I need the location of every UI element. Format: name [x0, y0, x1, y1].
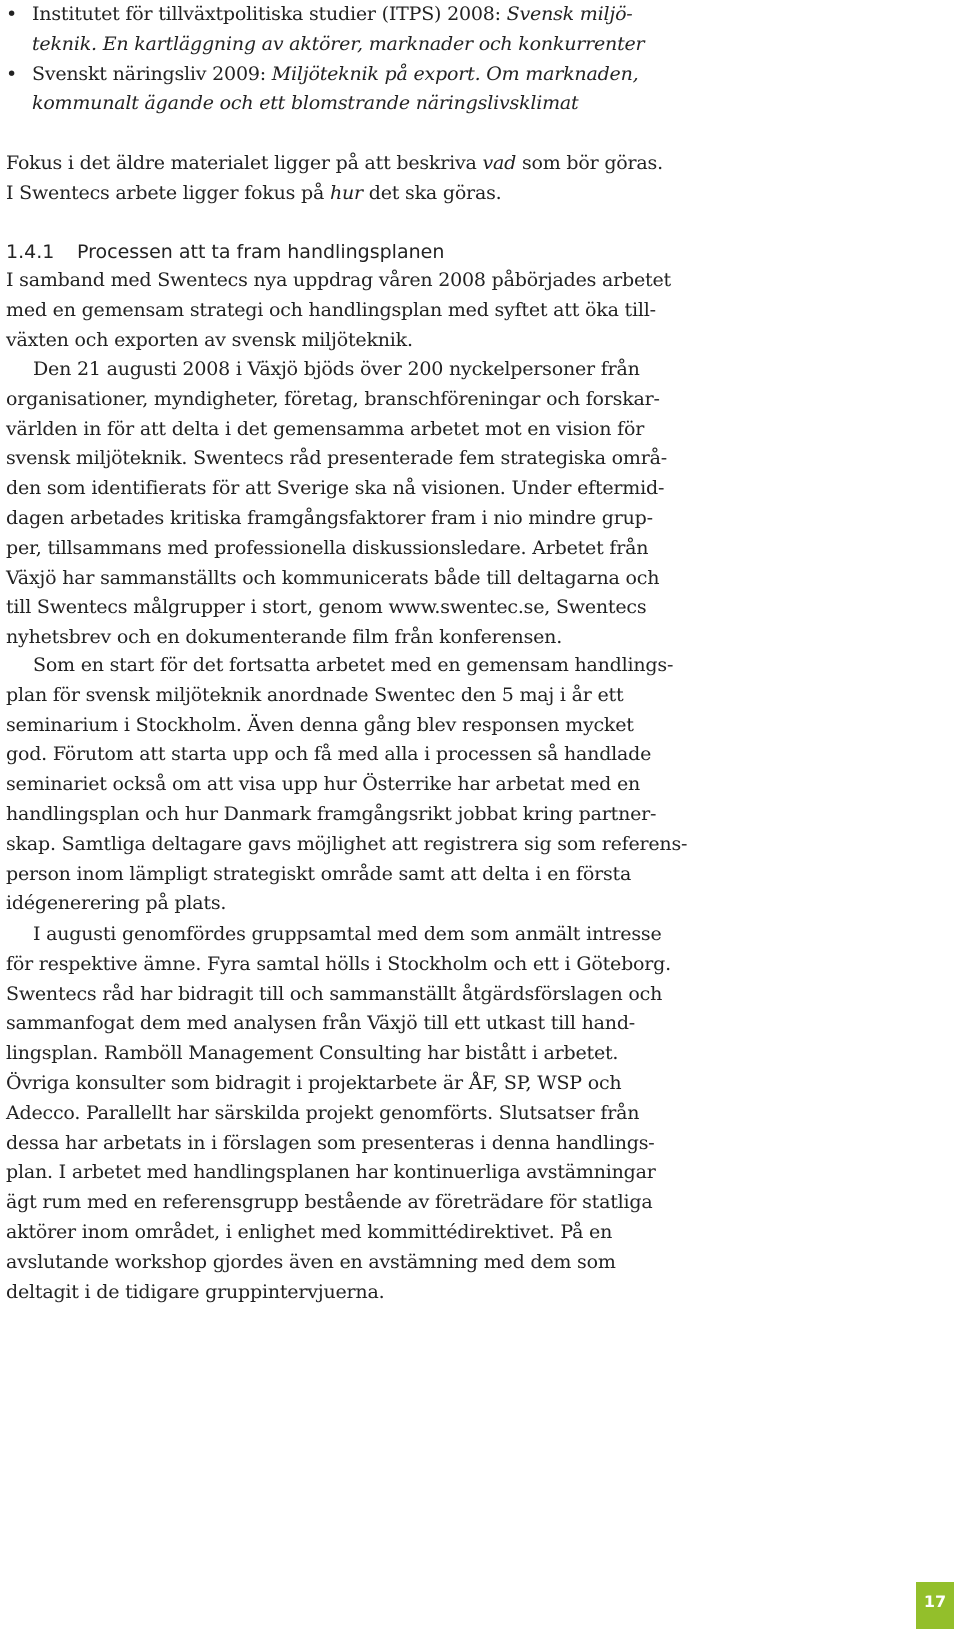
paragraph-1: [6, 266, 946, 355]
paragraph-3: [6, 651, 946, 919]
section-heading: [6, 237, 946, 267]
text-line: Växjö har sammanställts och kommunicerats både till deltagarna och: [6, 566, 660, 589]
text-line: plan. I arbetet med handlingsplanen har kontinuerliga avstämningar: [6, 1161, 656, 1184]
text-line: I samband med Swentecs nya uppdrag våren 2008 påbörjades arbetet: [6, 269, 671, 291]
text-line: aktörer inom området, i enlighet med kommittédirektivet. På en: [6, 1220, 613, 1243]
bullet-icon: •: [6, 3, 18, 25]
text-line: Adecco. Parallellt har särskilda projekt genomförts. Slutsatser från: [6, 1101, 640, 1124]
bullet-icon: •: [6, 62, 18, 85]
text-line: per, tillsammans med professionella diskussionsledare. Arbetet från: [6, 536, 649, 559]
text-line: god. Förutom att starta upp och få med alla i processen så handlade: [6, 743, 652, 766]
text-line: Den 21 augusti 2008 i Växjö bjöds över 200 nyckelpersoner från: [33, 358, 640, 380]
text-line: seminarium i Stockholm. Även denna gång blev responsen mycket: [6, 713, 634, 736]
text-line: Swentecs råd har bidragit till och sammanställt åtgärdsförslagen och: [6, 982, 663, 1005]
text-line: ägt rum med en referensgrupp bestående av företrädare för statliga: [6, 1191, 653, 1214]
text-line: organisationer, myndigheter, företag, branschföreningar och forskar-: [6, 387, 660, 410]
text-line: plan för svensk miljöteknik anordnade Swentec den 5 maj i år ett: [6, 683, 624, 706]
paragraph-2: [6, 355, 946, 653]
text-line: deltagit i de tidigare gruppintervjuerna.: [6, 1280, 385, 1303]
text-line: nyhetsbrev och en dokumenterande film från konferensen.: [6, 626, 563, 649]
text-line: avslutande workshop gjordes även en avstämning med dem som: [6, 1250, 616, 1273]
section-title: Processen att ta fram handlingsplanen: [77, 241, 445, 263]
page-number-badge: [916, 1582, 954, 1629]
text-line: den som identifierats för att Sverige ska nå visionen. Under eftermid-: [6, 477, 665, 500]
section-number: 1.4.1: [6, 241, 55, 263]
text-line: sammanfogat dem med analysen från Växjö till ett utkast till hand-: [6, 1012, 636, 1035]
text-line: dagen arbetades kritiska framgångsfaktorer fram i nio mindre grup-: [6, 506, 653, 529]
page-number: 17: [923, 1592, 947, 1611]
text-line: med en gemensam strategi och handlingsplan med syftet att öka till-: [6, 298, 656, 321]
text-line: Som en start för det fortsatta arbetet med en gemensam handlings-: [33, 654, 674, 676]
text-line: dessa har arbetats in i förslagen som presenteras i denna handlings-: [6, 1131, 655, 1154]
list-item: • Svenskt näringsliv 2009: Miljöteknik på export. Om marknaden, kommunalt ägande och ett blomstrande näringslivsklimat: [6, 60, 946, 120]
text-line: lingsplan. Ramböll Management Consulting har bistått i arbetet.: [6, 1042, 619, 1065]
text-line: världen in för att delta i det gemensamma arbetet mot en vision för: [6, 417, 645, 440]
text-line: seminariet också om att visa upp hur Österrike har arbetat med en: [6, 773, 641, 796]
text-line: skap. Samtliga deltagare gavs möjlighet att registrera sig som referens-: [6, 832, 688, 855]
reference-list: [6, 0, 946, 119]
text-line: handlingsplan och hur Danmark framgångsrikt jobbat kring partner-: [6, 802, 657, 825]
text-line: svensk miljöteknik. Swentecs råd presenterade fem strategiska områ-: [6, 447, 667, 470]
text-line: person inom lämpligt strategiskt område samt att delta i en första: [6, 862, 632, 885]
list-item: • Institutet för tillväxtpolitiska studier (ITPS) 2008: Svensk miljö- teknik. En kartläggning av aktörer, marknader och konkurrenter: [6, 0, 946, 60]
text-line: Övriga konsulter som bidragit i projektarbete är ÅF, SP, WSP och: [6, 1071, 622, 1094]
text-line: idégenerering på plats.: [6, 892, 227, 915]
paragraph-4: [6, 920, 946, 1307]
text-line: I augusti genomfördes gruppsamtal med dem som anmält intresse: [33, 923, 662, 945]
fokus-paragraph: Fokus i det äldre materialet ligger på att beskriva vad som bör göras. I Swentecs arbete ligger fokus på hur det ska göras.: [6, 152, 663, 204]
text-line: för respektive ämne. Fyra samtal hölls i Stockholm och ett i Göteborg.: [6, 952, 671, 975]
text-line: till Swentecs målgrupper i stort, genom www.swentec.se, Swentecs: [6, 596, 647, 619]
text-line: växten och exporten av svensk miljöteknik.: [6, 328, 413, 351]
